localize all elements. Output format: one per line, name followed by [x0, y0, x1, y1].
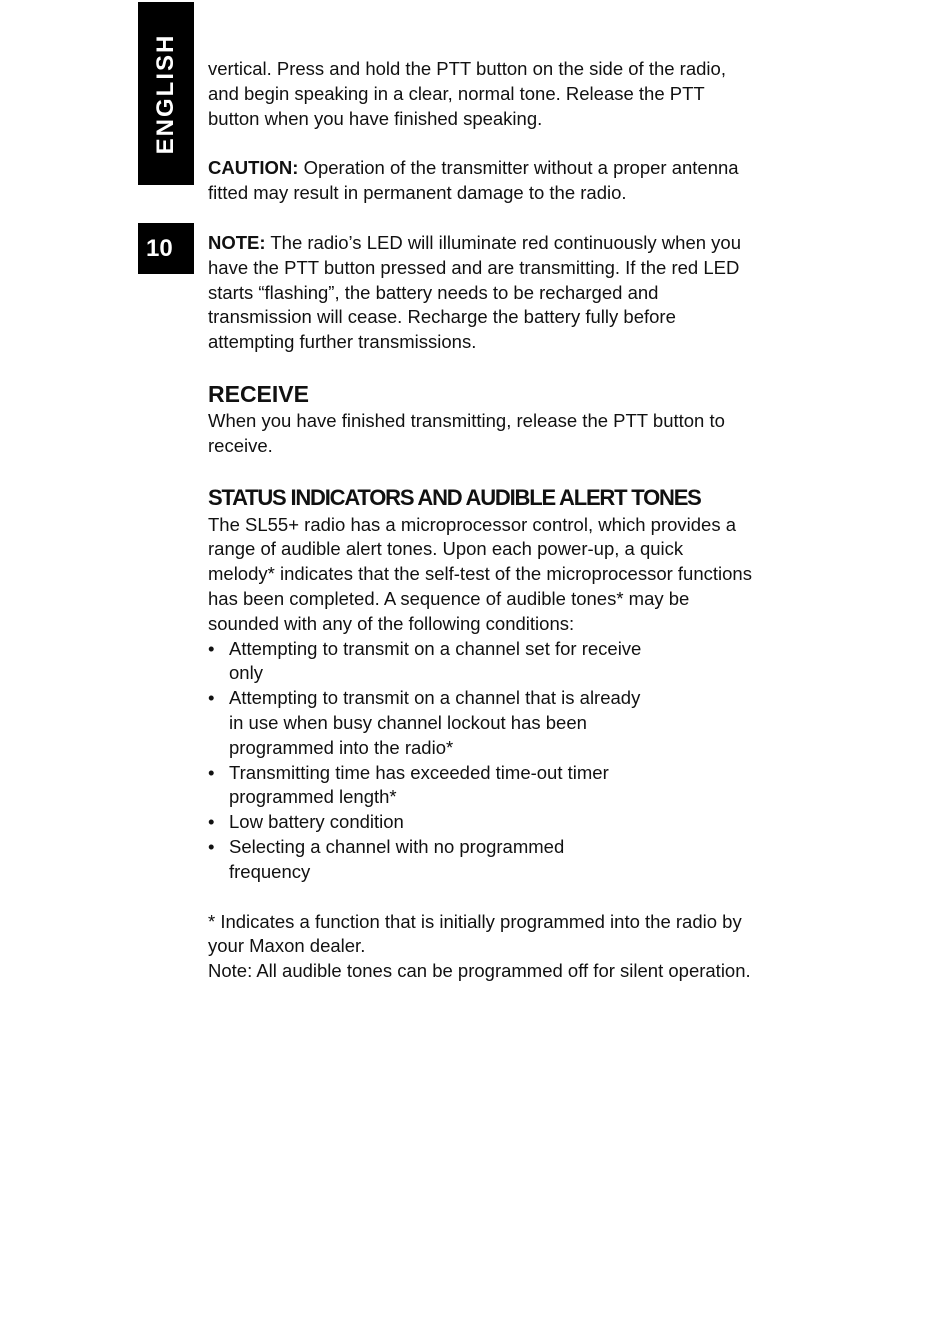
language-tab-label: ENGLISH: [152, 33, 179, 154]
receive-paragraph: When you have finished transmitting, release the PTT button to receive.: [208, 409, 725, 456]
bullet-mark: •: [208, 761, 215, 783]
final-note: Note: All audible tones can be programmed off for silent operation.: [208, 960, 751, 982]
language-tab: [138, 2, 194, 185]
bullet-mark: •: [208, 811, 215, 833]
caution-text: Operation of the transmitter without a proper antenna fitted may result in permanent damage to the radio.: [208, 157, 739, 204]
conditions-list: [208, 637, 753, 885]
bullet-mark: •: [208, 835, 215, 857]
list-item: • Attempting to transmit on a channel that is already in use when busy channel lockout has been programmed into the radio*: [208, 687, 641, 758]
bullet-mark: •: [208, 637, 215, 659]
page-content: [208, 57, 753, 984]
status-paragraph: The SL55+ radio has a microprocessor control, which provides a range of audible alert tones. Upon each power-up, a quick melody* indicates that the self-test of the microprocessor functions has been completed. A sequence of audible tones* may be sounded with any of the following conditions:: [208, 513, 752, 634]
receive-heading: RECEIVE: [208, 380, 309, 407]
list-item: • Selecting a channel with no programmed frequency: [208, 835, 565, 882]
note-paragraph: [208, 231, 753, 355]
caution-paragraph: [208, 156, 753, 206]
bullet-mark: •: [208, 687, 215, 709]
list-item: • Transmitting time has exceeded time-out timer programmed length*: [208, 761, 609, 808]
page-number-tab: 10: [138, 223, 194, 274]
list-item: • Attempting to transmit on a channel set for receive only: [208, 637, 642, 684]
list-item: • Low battery condition: [208, 810, 649, 835]
note-label: NOTE:: [208, 231, 266, 253]
note-text: The radio’s LED will illuminate red continuously when you have the PTT button pressed and are transmitting. If the red LED starts “flashing”, the battery needs to be recharged and transmission will cease. Recharge the battery fully before attempting further transmissions.: [208, 231, 741, 353]
intro-paragraph: vertical. Press and hold the PTT button on the side of the radio, and begin speaking in a clear, normal tone. Release the PTT button when you have finished speaking.: [208, 58, 726, 129]
status-heading: STATUS INDICATORS AND AUDIBLE ALERT TONES: [208, 484, 701, 510]
footnote: * Indicates a function that is initially programmed into the radio by your Maxon dealer.: [208, 910, 742, 957]
caution-label: CAUTION:: [208, 157, 299, 179]
